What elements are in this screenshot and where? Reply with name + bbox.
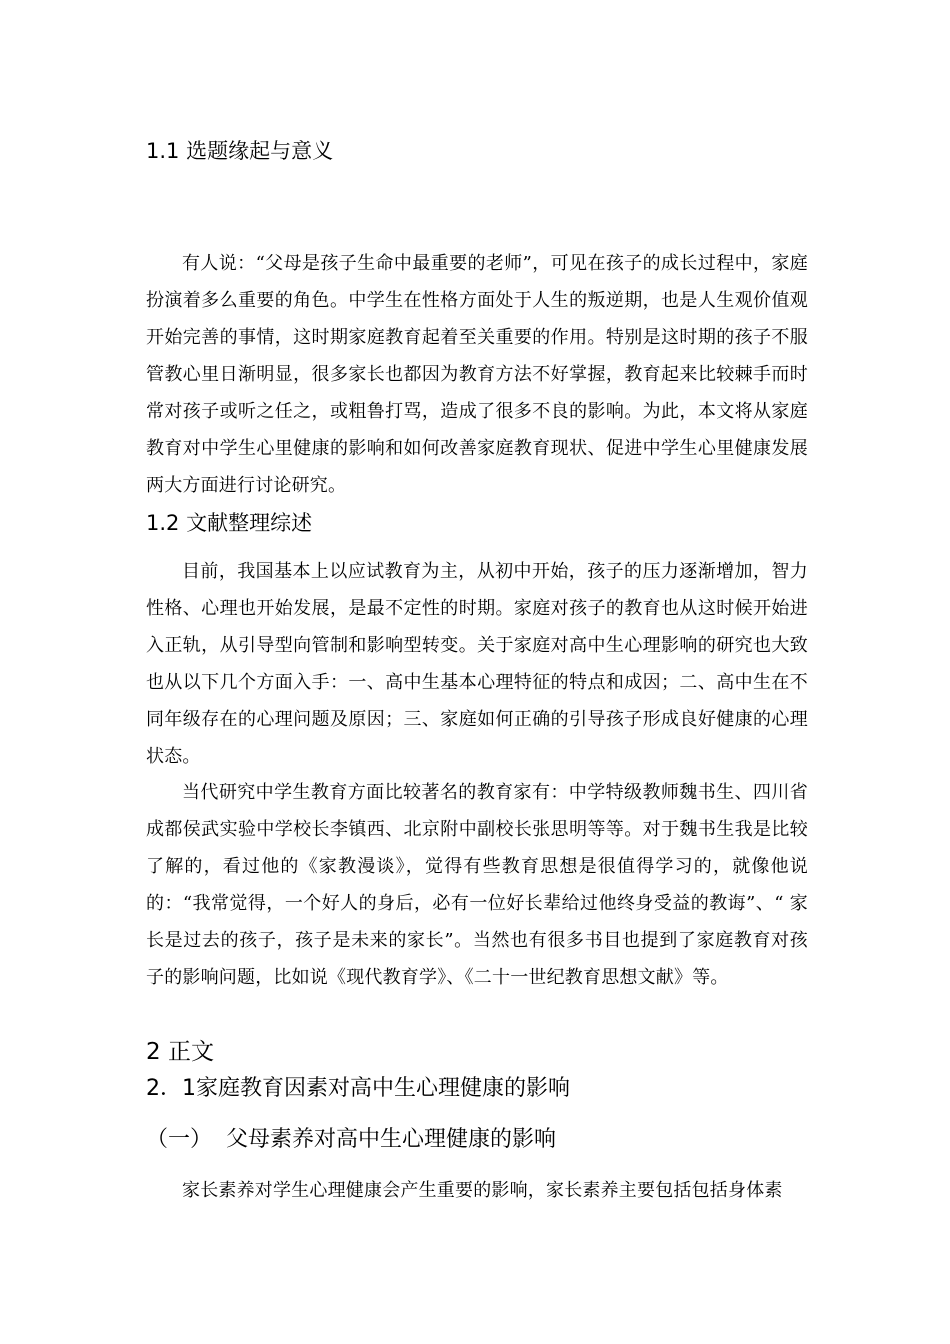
subsection-heading-2-1: 2．1家庭教育因素对高中生心理健康的影响 [146, 1076, 570, 1101]
section-heading-2: 2 正文 [146, 1039, 214, 1065]
paragraph-1-2-b: 当代研究中学生教育方面比较著名的教育家有：中学特级教师魏书生、四川省成都侯武实验中学校长李镇西、北京附中副校长张思明等等。对于魏书生我是比较了解的，看过他的《家教漫谈》，觉得有些教育思想是很值得学习的，就像他说的：“我常觉得，一个好人的身后，必有一位好长辈给过他终身受益的教诲”、“ 家长是过去的孩子，孩子是未来的家长”。当然也有很多书目也提到了家庭教育对孩子的影响问题，比如说《现代教育学》、《二十一世纪教育思想文献》等。 [146, 782, 808, 988]
paragraph-1-2-a: 目前，我国基本上以应试教育为主，从初中开始，孩子的压力逐渐增加，智力性格、心理也开始发展，是最不定性的时期。家庭对孩子的教育也从这时候开始进入正轨，从引导型向管制和影响型转变。关于家庭对高中生心理影响的研究也大致也从以下几个方面入手：一、高中生基本心理特征的特点和成因；二、高中生在不同年级存在的心理问题及原因；三、家庭如何正确的引导孩子形成良好健康的心理状态。 [146, 561, 808, 767]
section-heading-1-1: 1.1 选题缘起与意义 [146, 139, 334, 163]
paragraph-2-1-1: 家长素养对学生心理健康会产生重要的影响，家长素养主要包括包括身体素 [182, 1180, 783, 1201]
section-heading-1-2: 1.2 文献整理综述 [146, 511, 313, 535]
subsubsection-heading-2-1-1: （一） 父母素养对高中生心理健康的影响 [146, 1127, 556, 1152]
paragraph-1-1: 有人说：“父母是孩子生命中最重要的老师”，可见在孩子的成长过程中，家庭扮演着多么重要的角色。中学生在性格方面处于人生的叛逆期，也是人生观价值观开始完善的事情，这时期家庭教育起着至关重要的作用。特别是这时期的孩子不服管教心里日渐明显，很多家长也都因为教育方法不好掌握，教育起来比较棘手而时常对孩子或听之任之，或粗鲁打骂，造成了很多不良的影响。为此，本文将从家庭教育对中学生心里健康的影响和如何改善家庭教育现状、促进中学生心里健康发展两大方面进行讨论研究。 [146, 253, 808, 496]
